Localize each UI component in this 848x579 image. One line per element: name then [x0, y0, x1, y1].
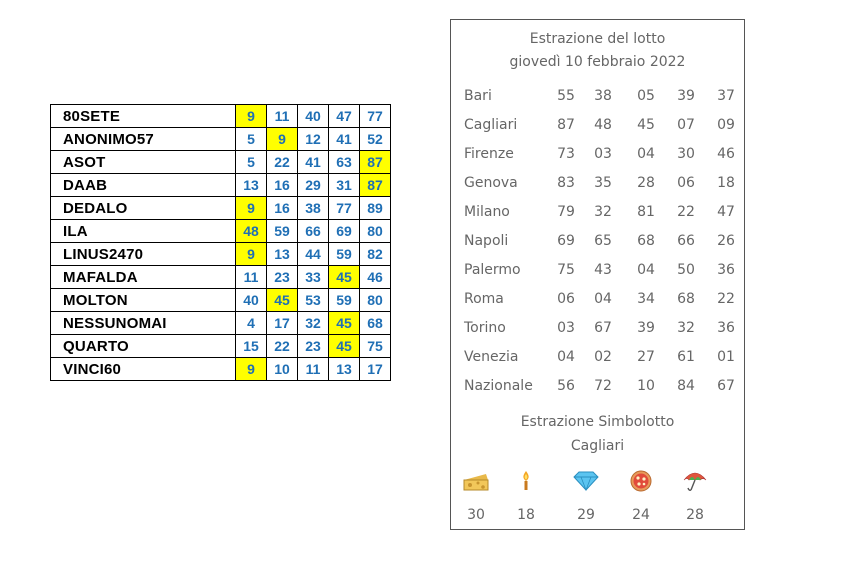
player-number: 23 — [267, 266, 298, 289]
player-number: 52 — [360, 128, 391, 151]
draw-number: 04 — [594, 291, 612, 307]
draw-number: 61 — [677, 349, 695, 365]
draw-number: 06 — [677, 175, 695, 191]
draw-number: 35 — [594, 175, 612, 191]
players-table — [50, 104, 391, 381]
draw-number: 09 — [717, 117, 735, 133]
player-number: 77 — [360, 105, 391, 128]
lotto-date: giovedì 10 febbraio 2022 — [509, 54, 686, 70]
umbrella-icon — [681, 470, 709, 492]
player-row — [51, 266, 391, 289]
draw-number: 27 — [637, 349, 655, 365]
draw-number: 47 — [717, 204, 735, 220]
draw-row — [451, 262, 744, 291]
player-number: 17 — [267, 312, 298, 335]
draw-number: 50 — [677, 262, 695, 278]
player-name: ASOT — [51, 151, 236, 174]
draw-number: 66 — [677, 233, 695, 249]
player-number: 11 — [267, 105, 298, 128]
draw-number: 45 — [637, 117, 655, 133]
cheese-icon — [462, 470, 490, 492]
player-number: 10 — [267, 358, 298, 381]
simbolotto-city: Cagliari — [570, 438, 625, 454]
draw-number: 22 — [677, 204, 695, 220]
player-number: 44 — [298, 243, 329, 266]
player-number: 47 — [329, 105, 360, 128]
torch-icon — [512, 470, 540, 492]
player-number: 33 — [298, 266, 329, 289]
lotto-panel — [450, 19, 745, 530]
player-number: 82 — [360, 243, 391, 266]
draw-row — [451, 117, 744, 146]
draw-row — [451, 233, 744, 262]
draw-number: 46 — [717, 146, 735, 162]
player-name: MOLTON — [51, 289, 236, 312]
draw-row — [451, 378, 744, 407]
draw-number: 72 — [594, 378, 612, 394]
draw-number: 05 — [637, 88, 655, 104]
draw-number: 67 — [717, 378, 735, 394]
draw-city: Venezia — [464, 349, 519, 365]
player-number: 23 — [298, 335, 329, 358]
player-number: 11 — [236, 266, 267, 289]
symbol-number: 28 — [686, 507, 704, 523]
draw-row — [451, 175, 744, 204]
draw-city: Genova — [464, 175, 518, 191]
symbol-number: 30 — [467, 507, 485, 523]
draw-city: Palermo — [464, 262, 521, 278]
player-number: 80 — [360, 220, 391, 243]
player-number: 68 — [360, 312, 391, 335]
draw-number: 36 — [717, 262, 735, 278]
draw-number: 38 — [594, 88, 612, 104]
draw-number: 03 — [594, 146, 612, 162]
draw-number: 04 — [637, 262, 655, 278]
player-name: DEDALO — [51, 197, 236, 220]
player-number-hit: 45 — [329, 266, 360, 289]
player-number-hit: 48 — [236, 220, 267, 243]
player-row — [51, 105, 391, 128]
player-name: LINUS2470 — [51, 243, 236, 266]
player-number: 4 — [236, 312, 267, 335]
player-number: 15 — [236, 335, 267, 358]
draw-number: 43 — [594, 262, 612, 278]
player-number: 12 — [298, 128, 329, 151]
player-number: 31 — [329, 174, 360, 197]
draw-number: 10 — [637, 378, 655, 394]
draw-number: 22 — [717, 291, 735, 307]
player-number: 53 — [298, 289, 329, 312]
draw-number: 32 — [594, 204, 612, 220]
player-number-hit: 45 — [329, 335, 360, 358]
player-name: DAAB — [51, 174, 236, 197]
symbol-number: 18 — [517, 507, 535, 523]
draw-row — [451, 349, 744, 378]
player-row — [51, 312, 391, 335]
player-number: 16 — [267, 197, 298, 220]
draw-number: 32 — [677, 320, 695, 336]
draw-number: 67 — [594, 320, 612, 336]
draw-row — [451, 204, 744, 233]
player-row — [51, 128, 391, 151]
lotto-title: Estrazione del lotto — [529, 31, 666, 47]
player-number: 5 — [236, 151, 267, 174]
draw-row — [451, 320, 744, 349]
simbolotto-title: Estrazione Simbolotto — [520, 414, 675, 430]
draw-number: 34 — [637, 291, 655, 307]
player-number-hit: 9 — [236, 243, 267, 266]
player-number: 41 — [298, 151, 329, 174]
draw-number: 04 — [557, 349, 575, 365]
diamond-icon — [572, 470, 600, 492]
player-number: 17 — [360, 358, 391, 381]
draw-number: 48 — [594, 117, 612, 133]
player-number: 22 — [267, 151, 298, 174]
draw-number: 36 — [717, 320, 735, 336]
player-number-hit: 87 — [360, 151, 391, 174]
draw-number: 26 — [717, 233, 735, 249]
player-number: 59 — [267, 220, 298, 243]
draw-number: 55 — [557, 88, 575, 104]
player-row — [51, 358, 391, 381]
draw-number: 01 — [717, 349, 735, 365]
player-number: 29 — [298, 174, 329, 197]
draw-number: 30 — [677, 146, 695, 162]
player-name: QUARTO — [51, 335, 236, 358]
draw-city: Torino — [464, 320, 506, 336]
draw-number: 79 — [557, 204, 575, 220]
player-number-hit: 9 — [267, 128, 298, 151]
player-name: NESSUNOMAI — [51, 312, 236, 335]
draw-number: 02 — [594, 349, 612, 365]
draw-number: 07 — [677, 117, 695, 133]
draw-number: 75 — [557, 262, 575, 278]
draw-number: 65 — [594, 233, 612, 249]
pizza-icon — [627, 470, 655, 492]
player-number: 13 — [329, 358, 360, 381]
draw-number: 81 — [637, 204, 655, 220]
player-number-hit: 45 — [329, 312, 360, 335]
draw-number: 28 — [637, 175, 655, 191]
draw-number: 83 — [557, 175, 575, 191]
draw-city: Bari — [464, 88, 492, 104]
player-number: 38 — [298, 197, 329, 220]
draw-number: 68 — [677, 291, 695, 307]
player-row — [51, 220, 391, 243]
player-number: 13 — [236, 174, 267, 197]
draw-row — [451, 291, 744, 320]
player-name: ANONIMO57 — [51, 128, 236, 151]
player-number: 80 — [360, 289, 391, 312]
draw-row — [451, 88, 744, 117]
player-number: 69 — [329, 220, 360, 243]
player-number: 41 — [329, 128, 360, 151]
draw-number: 39 — [677, 88, 695, 104]
player-row — [51, 197, 391, 220]
draw-city: Cagliari — [464, 117, 518, 133]
player-name: 80SETE — [51, 105, 236, 128]
player-number: 16 — [267, 174, 298, 197]
symbol-number: 24 — [632, 507, 650, 523]
player-row — [51, 151, 391, 174]
player-number-hit: 9 — [236, 105, 267, 128]
player-number: 77 — [329, 197, 360, 220]
player-number: 32 — [298, 312, 329, 335]
player-number: 63 — [329, 151, 360, 174]
draw-number: 87 — [557, 117, 575, 133]
draw-city: Milano — [464, 204, 510, 220]
player-number-hit: 9 — [236, 197, 267, 220]
draw-number: 06 — [557, 291, 575, 307]
player-number: 22 — [267, 335, 298, 358]
player-number-hit: 9 — [236, 358, 267, 381]
draw-number: 56 — [557, 378, 575, 394]
draw-city: Napoli — [464, 233, 509, 249]
draw-number: 04 — [637, 146, 655, 162]
player-number: 59 — [329, 243, 360, 266]
player-number: 40 — [298, 105, 329, 128]
player-name: MAFALDA — [51, 266, 236, 289]
draw-number: 73 — [557, 146, 575, 162]
lotto-draws — [451, 88, 744, 407]
player-row — [51, 174, 391, 197]
player-number: 66 — [298, 220, 329, 243]
player-number: 89 — [360, 197, 391, 220]
player-number: 59 — [329, 289, 360, 312]
player-number: 13 — [267, 243, 298, 266]
player-number: 75 — [360, 335, 391, 358]
player-number: 46 — [360, 266, 391, 289]
draw-city: Firenze — [464, 146, 514, 162]
draw-number: 69 — [557, 233, 575, 249]
symbol-number: 29 — [577, 507, 595, 523]
player-number: 11 — [298, 358, 329, 381]
draw-row — [451, 146, 744, 175]
draw-city: Roma — [464, 291, 504, 307]
player-number-hit: 45 — [267, 289, 298, 312]
player-row — [51, 243, 391, 266]
draw-city: Nazionale — [464, 378, 533, 394]
player-row — [51, 335, 391, 358]
player-number: 40 — [236, 289, 267, 312]
draw-number: 18 — [717, 175, 735, 191]
draw-number: 84 — [677, 378, 695, 394]
draw-number: 37 — [717, 88, 735, 104]
draw-number: 68 — [637, 233, 655, 249]
player-number: 5 — [236, 128, 267, 151]
draw-number: 39 — [637, 320, 655, 336]
player-name: ILA — [51, 220, 236, 243]
player-row — [51, 289, 391, 312]
draw-number: 03 — [557, 320, 575, 336]
player-number-hit: 87 — [360, 174, 391, 197]
player-name: VINCI60 — [51, 358, 236, 381]
